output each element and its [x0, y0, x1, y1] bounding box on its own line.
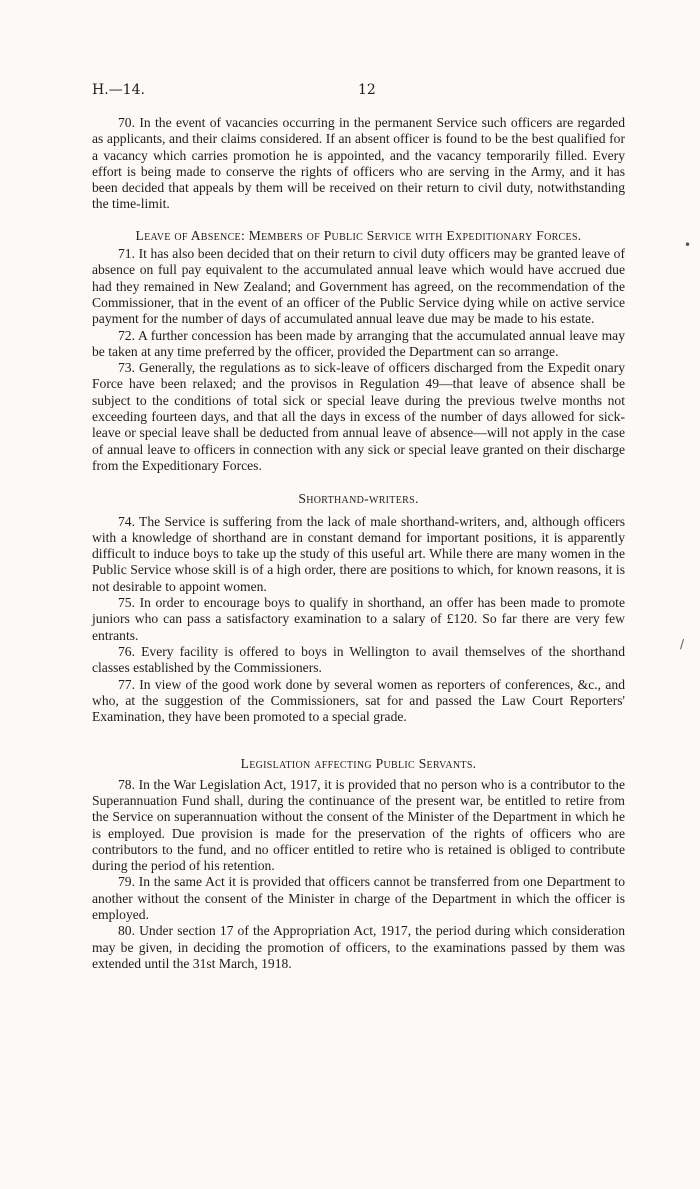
paragraph-76: 76. Every facility is offered to boys in Wellington to avail themselves of the shorthand classes established by the Commissioners.	[92, 643, 625, 676]
margin-dot-mark: •	[684, 238, 692, 252]
section-heading-shorthand-writers: Shorthand-writers.	[298, 491, 419, 507]
margin-slash-mark: /	[680, 637, 685, 651]
paragraph-77: 77. In view of the good work done by several women as reporters of conferences, &c., and who, at the suggestion of the Commissioners, sat for and passed the Law Court Reporters' Examination, they have been promoted to a special grade.	[92, 676, 625, 725]
page-number: 12	[358, 82, 376, 98]
paragraph-78: 78. In the War Legislation Act, 1917, it is provided that no person who is a contributor to the Superannuation Fund shall, during the continuance of the present war, be entitled to retire from the Service on superannuation without the consent of the Minister of the Department in which he is employed. Due provision is made for the preservation of the rights of officers who are contributors to the fund, and no officer entitled to retire who is retained is obliged to contribute during the period of his retention.	[92, 776, 625, 874]
paragraph-80: 80. Under section 17 of the Appropriation Act, 1917, the period during which consideration may be given, in deciding the promotion of officers, to the examinations passed by them was extended until the 31st March, 1918.	[92, 923, 625, 971]
paragraph-71: 71. It has also been decided that on their return to civil duty officers may be granted leave of absence on full pay equivalent to the accumulated annual leave which would have accrued due had they remained in New Zealand; and Government has agreed, on the recommendation of the Commissioner, that in the event of an officer of the Public Service dying while on active service payment for the number of days of accumulated annual leave due may be made to his estate.	[92, 246, 625, 327]
paragraph-75: 75. In order to encourage boys to qualify in shorthand, an offer has been made to promote juniors who can pass a satisfactory examination to a salary of £120. So far there are very few entrants.	[92, 595, 625, 643]
section-heading-legislation: Legislation affecting Public Servants.	[240, 756, 477, 772]
document-reference: H.—14.	[92, 82, 145, 98]
paragraph-73: 73. Generally, the regulations as to sick-leave of officers discharged from the Expedit onary Force have been relaxed; and the provisos in Regulation 49—that leave of absence shall be subject to the conditions of total sick or special leave during the previous twelve months not exceeding fourteen days, and that all the days in excess of the number of days allowed for sick-leave or special leave shall be deducted from annual leave of absence—will not apply in the case of annual leave to officers in connection with any sick or special leave granted on their discharge from the Expeditionary Forces.	[92, 360, 625, 473]
section-heading-leave-of-absence: Leave of Absence: Members of Public Service with Expeditionary Forces.	[135, 227, 582, 243]
paragraph-79: 79. In the same Act it is provided that officers cannot be transferred from one Department to another without the consent of the Minister in charge of the Department in which the officer is employed.	[92, 874, 625, 923]
paragraph-74: 74. The Service is suffering from the lack of male shorthand-writers, and, although officers with a knowledge of shorthand are in constant demand for important positions, it is apparently difficult to induce boys to take up the study of this useful art. While there are many women in the Public Service whose skill is of a high order, there are positions to which, for known reasons, it is not desirable to appoint women.	[92, 513, 625, 594]
paragraph-72: 72. A further concession has been made by arranging that the accumulated annual leave may be taken at any time preferred by the officer, provided the Department can so arrange.	[92, 327, 625, 359]
page-header	[92, 82, 622, 102]
document-body	[92, 115, 625, 972]
paragraph-70: 70. In the event of vacancies occurring in the permanent Service such officers are regarded as applicants, and their claims considered. If an absent officer is found to be the best qualified for a vacancy which carries promotion he is appointed, and the vacancy temporarily filled. Every effort is being made to conserve the rights of officers who are serving in the Army, and it has been decided that appeals by them will be received on their return to civil duty, notwithstanding the time-limit.	[92, 115, 625, 212]
